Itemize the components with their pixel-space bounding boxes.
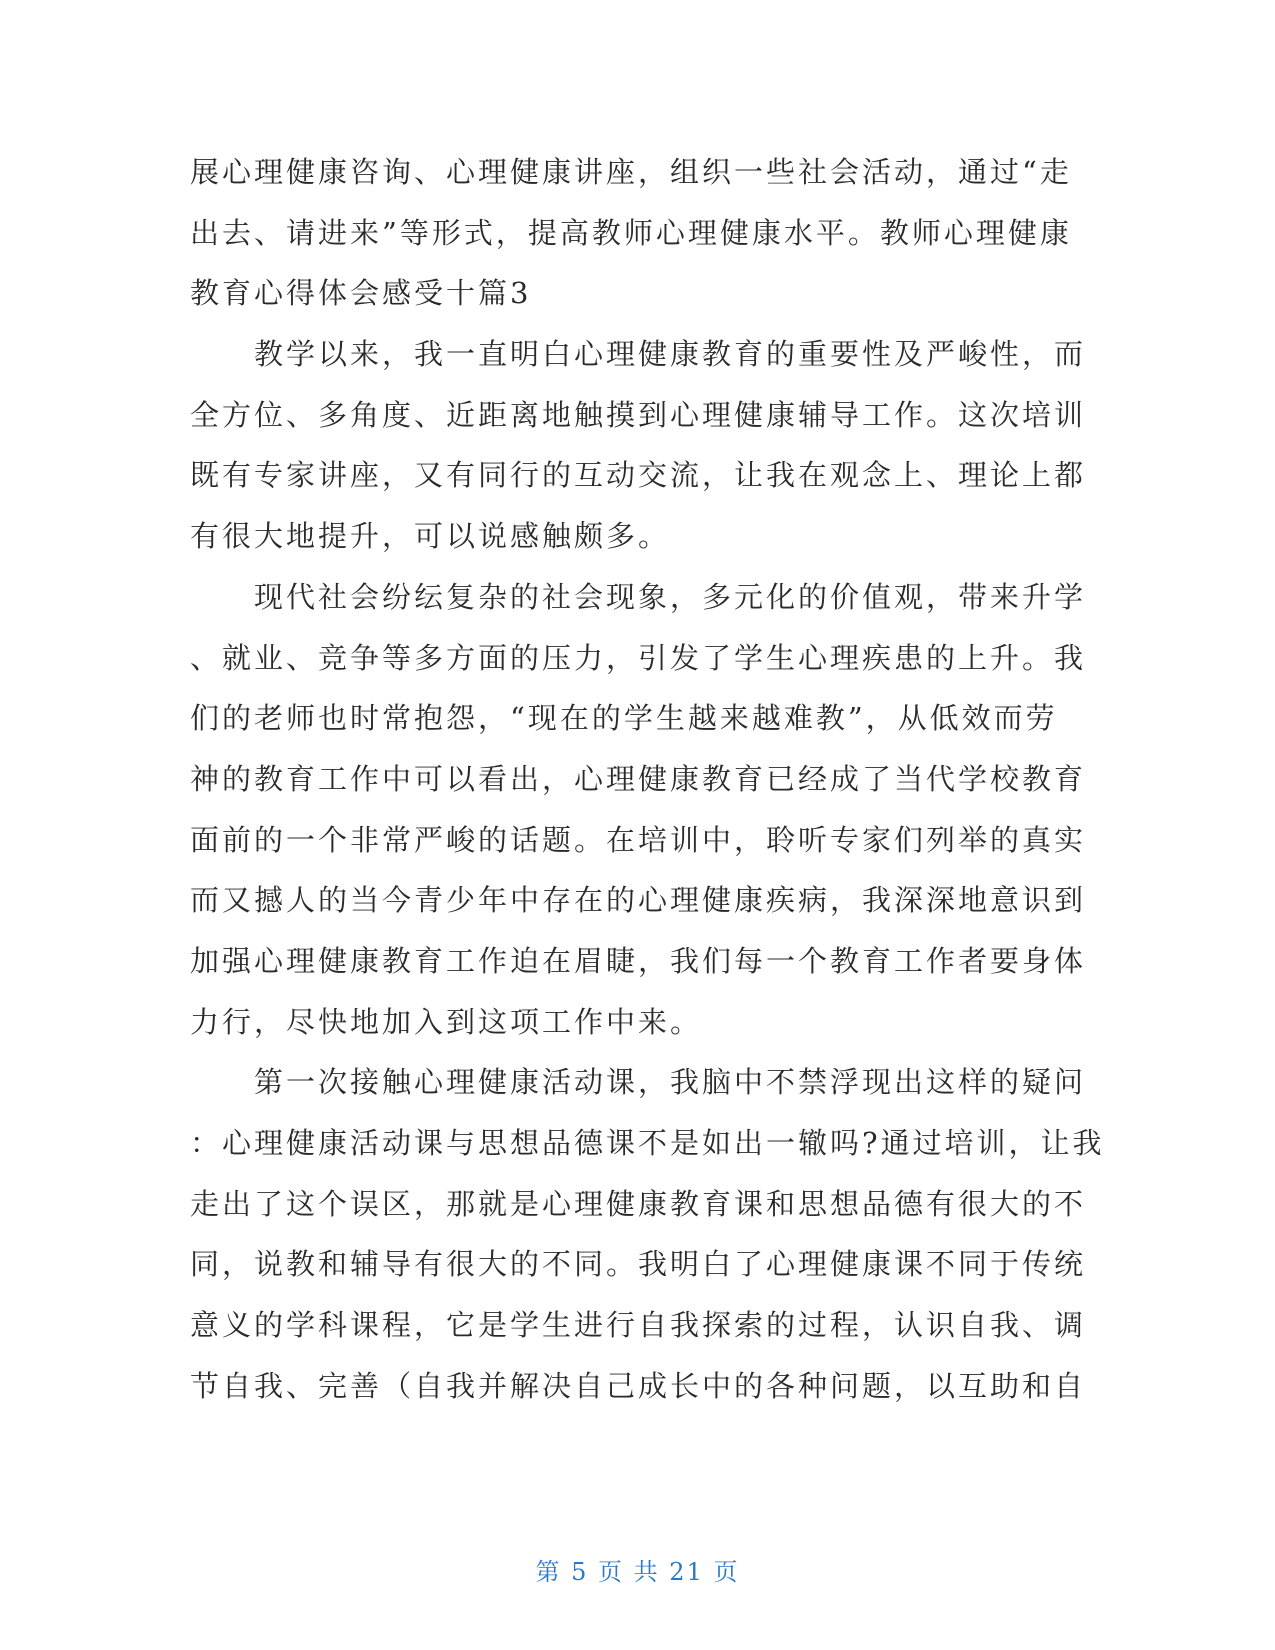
text-line: 既有专家讲座，又有同行的互动交流，让我在观念上、理论上都: [190, 458, 1087, 493]
text-line: 面前的一个非常严峻的话题。在培训中，聆听专家们列举的真实: [190, 822, 1087, 857]
text-line: 教育心得体会感受十篇3: [190, 276, 532, 311]
text-line: 、就业、竞争等多方面的压力，引发了学生心理疾患的上升。我: [190, 640, 1087, 675]
text-line: 神的教育工作中可以看出，心理健康教育已经成了当代学校教育: [190, 761, 1087, 796]
text-line: 同，说教和辅导有很大的不同。我明白了心理健康课不同于传统: [190, 1247, 1087, 1282]
text-line: 们的老师也时常抱怨，“现在的学生越来越难教”，从低效而劳: [190, 701, 1058, 736]
text-line: 节自我、完善（自我并解决自己成长中的各种问题，以互助和自: [190, 1368, 1087, 1403]
text-line: 加强心理健康教育工作迫在眉睫，我们每一个教育工作者要身体: [190, 943, 1087, 978]
text-line: 有很大地提升，可以说感触颇多。: [190, 519, 671, 554]
text-line: 教学以来，我一直明白心理健康教育的重要性及严峻性，而: [190, 337, 1087, 372]
text-line: 力行，尽快地加入到这项工作中来。: [190, 1004, 703, 1039]
page-number-footer: 第 5 页 共 21 页: [535, 1558, 740, 1586]
text-line: 全方位、多角度、近距离地触摸到心理健康辅导工作。这次培训: [190, 397, 1087, 432]
text-line: 走出了这个误区，那就是心理健康教育课和思想品德有很大的不: [190, 1186, 1087, 1221]
text-line: 现代社会纷纭复杂的社会现象，多元化的价值观，带来升学: [190, 579, 1087, 614]
text-line: 展心理健康咨询、心理健康讲座，组织一些社会活动，通过“走: [190, 155, 1072, 189]
text-line: ：心理健康活动课与思想品德课不是如出一辙吗?通过培训，让我: [190, 1126, 1105, 1160]
text-line: 出去、请进来”等形式，提高教师心理健康水平。教师心理健康: [190, 215, 1072, 250]
body-text: [190, 142, 1105, 1416]
text-line: 而又撼人的当今青少年中存在的心理健康疾病，我深深地意识到: [190, 883, 1087, 918]
text-line: 第一次接触心理健康活动课，我脑中不禁浮现出这样的疑问: [190, 1065, 1087, 1100]
text-line: 意义的学科课程，它是学生进行自我探索的过程，认识自我、调: [190, 1308, 1087, 1343]
